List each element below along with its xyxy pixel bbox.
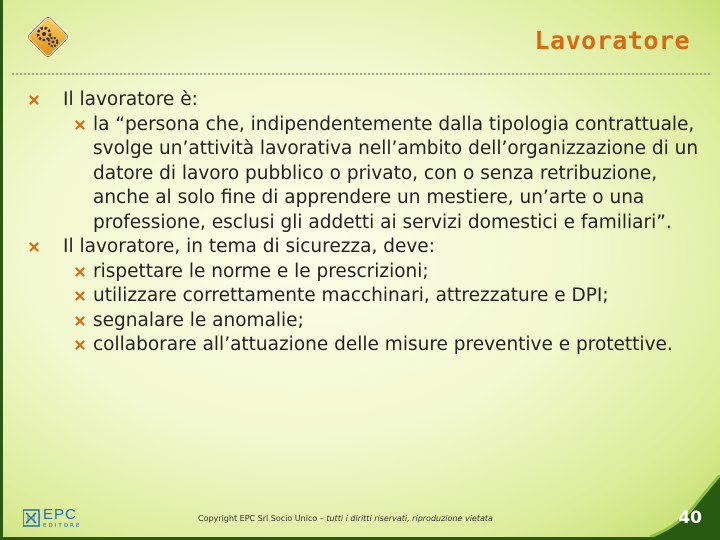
rights-label: tutti i diritti riservati, riproduzione vietata <box>326 514 493 523</box>
x-mark-icon <box>75 309 85 326</box>
sub-list-item <box>25 284 705 309</box>
page-number: 40 <box>678 508 702 528</box>
x-mark-icon <box>75 333 85 350</box>
list-item <box>25 235 705 260</box>
x-mark-icon <box>75 260 85 277</box>
list-item-text: Il lavoratore è: <box>63 89 198 110</box>
sub-list-item <box>25 113 705 236</box>
list-item-text: utilizzare correttamente macchinari, attrezzature e DPI; <box>93 285 609 306</box>
title-divider <box>11 72 712 76</box>
list-item-text: Il lavoratore, in tema di sicurezza, deve: <box>63 236 435 257</box>
bullet-list <box>25 88 705 358</box>
sub-list-item <box>25 333 705 358</box>
logo-subtext: EDITORE <box>43 523 82 529</box>
list-item <box>25 88 705 113</box>
slide-title: Lavoratore <box>534 26 690 55</box>
sub-list-item <box>25 260 705 285</box>
list-item-text: segnalare le anomalie; <box>93 309 304 331</box>
gears-icon <box>23 12 73 62</box>
logo-text: EPC <box>43 506 77 523</box>
copyright-text <box>198 514 493 523</box>
x-mark-icon <box>75 113 85 130</box>
copyright-label: Copyright EPC Srl Socio Unico – <box>198 514 324 523</box>
sub-list-item <box>25 309 705 334</box>
x-mark-icon <box>29 235 39 252</box>
x-mark-icon <box>75 284 85 301</box>
x-mark-icon <box>29 88 39 105</box>
list-item-text: collaborare all’attuazione delle misure preventive e protettive. <box>93 334 673 355</box>
list-item-text: rispettare le norme e le prescrizioni; <box>93 260 429 282</box>
list-item-text: la “persona che, indipendentemente dalla tipologia contrattuale, svolge un’attività lavorativa nell’ambito dell’organizzazione di un datore di lavoro pubblico o privato, con o senza retribuzione, anche al solo fine di apprendere un mestiere, un’arte o una professione, esclusi gli addetti ai servizi domestici e familiari”. <box>93 113 699 233</box>
